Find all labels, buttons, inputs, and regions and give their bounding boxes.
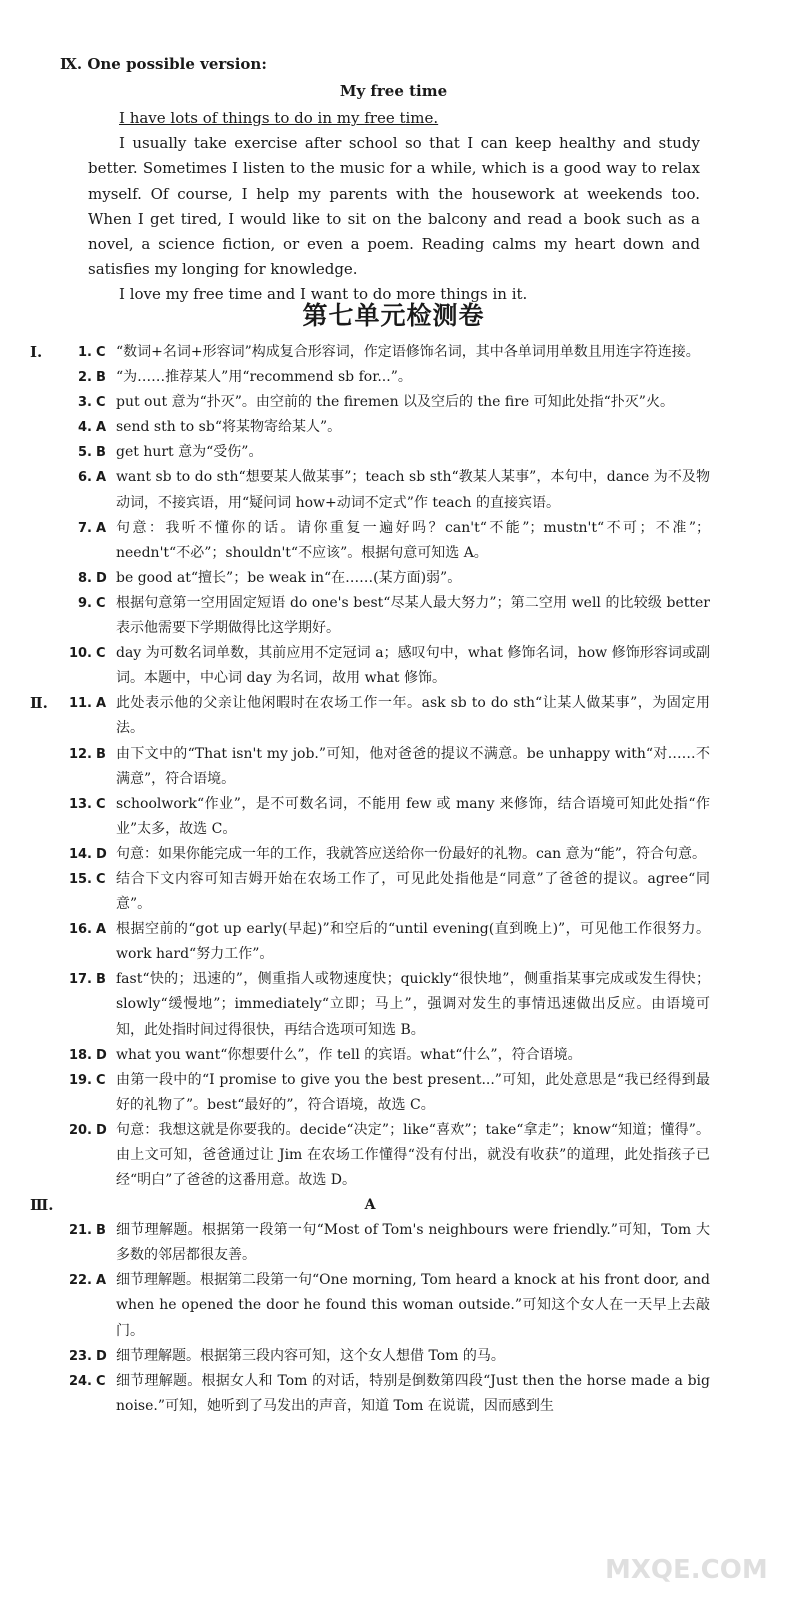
answer-item bbox=[30, 440, 710, 465]
answer-item bbox=[30, 390, 710, 415]
essay-paragraph: I have lots of things to do in my free time. bbox=[119, 109, 439, 127]
watermark-logo-icon bbox=[599, 1522, 769, 1592]
question-number: 20. bbox=[68, 1122, 92, 1138]
answer-letter: C bbox=[96, 646, 106, 662]
answer-item bbox=[30, 566, 710, 591]
question-number: 13. bbox=[68, 796, 92, 812]
question-number: 24. bbox=[68, 1373, 92, 1389]
question-number: 2. bbox=[78, 370, 92, 386]
explanation-text: 句意：我听不懂你的话。请你重复一遍好吗？can't“不能”；mustn't“不可；不准”；needn't“不必”；shouldn't“不应该”。根据句意可知选 A。 bbox=[116, 519, 710, 561]
explanation-text: 细节理解题。根据第一段第一句“Most of Tom's neighbours were friendly.”可知，Tom 大多数的邻居都很友善。 bbox=[116, 1222, 710, 1264]
question-number: 6. bbox=[78, 470, 92, 486]
passage-label: A bbox=[364, 1197, 376, 1214]
explanation-text: put out 意为“扑灭”。由空前的 the firemen 以及空后的 the fire 可知此处指“扑灭”火。 bbox=[116, 394, 674, 411]
question-number: 21. bbox=[68, 1223, 92, 1239]
answer-letter: C bbox=[96, 395, 106, 411]
answer-item bbox=[30, 340, 710, 365]
answer-letter: D bbox=[96, 1122, 107, 1138]
essay-paragraph: I love my free time and I want to do more things in it. bbox=[119, 285, 528, 304]
explanation-text: 由下文中的“That isn't my job.”可知，他对爸爸的提议不满意。be unhappy with“对……不满意”，符合语境。 bbox=[116, 745, 710, 787]
section-9-heading: Ⅸ. One possible version: bbox=[60, 55, 267, 73]
explanation-text: 此处表示他的父亲让他闲暇时在农场工作一年。ask sb to do sth“让某人做某事”，为固定用法。 bbox=[116, 695, 710, 737]
explanation-text: 细节理解题。根据女人和 Tom 的对话，特别是倒数第四段“Just then the horse made a big noise.”可知，她听到了马发出的声音，知道 Tom 在说谎，因而感到生 bbox=[116, 1372, 710, 1414]
answer-letter: D bbox=[96, 1348, 107, 1364]
answer-letter: B bbox=[96, 746, 106, 762]
essay-title: My free time bbox=[339, 82, 448, 100]
answer-letter: A bbox=[96, 1273, 107, 1289]
explanation-text: 句意：如果你能完成一年的工作，我就答应送给你一份最好的礼物。can 意为“能”，符合句意。 bbox=[116, 845, 706, 862]
explanation-text: 根据空前的“got up early(早起)”和空后的“until evening(直到晚上)”，可见他工作很努力。work hard“努力工作”。 bbox=[116, 921, 710, 963]
explanation-text: 由第一段中的“I promise to give you the best present...”可知，此处意思是“我已经得到最好的礼物了”。best“最好的”，符合语境，故选 C。 bbox=[116, 1071, 710, 1113]
answer-letter: B bbox=[96, 445, 106, 461]
question-number: 22. bbox=[68, 1273, 92, 1289]
essay-body bbox=[88, 106, 700, 308]
explanation-text: “为……推荐某人”用“recommend sb for...”。 bbox=[116, 369, 412, 386]
question-number: 10. bbox=[68, 646, 92, 662]
answer-item bbox=[30, 1369, 710, 1419]
answer-item bbox=[30, 1344, 710, 1369]
explanation-text: 根据句意第一空用固定短语 do one's best“尽某人最大努力”；第二空用 well 的比较级 better 表示他需要下学期做得比这学期好。 bbox=[116, 594, 710, 637]
explanation-text: what you want“你想要什么”，作 tell 的宾语。what“什么”，符合语境。 bbox=[116, 1046, 582, 1063]
explanation-text: “数词+名词+形容词”构成复合形容词，作定语修饰名词，其中各单词用单数且用连字符连接。 bbox=[116, 344, 700, 360]
question-number: 3. bbox=[78, 395, 92, 411]
answer-letter: D bbox=[96, 1047, 107, 1063]
answer-item bbox=[30, 415, 710, 440]
unit-title: 第七单元检测卷 bbox=[302, 301, 485, 330]
answer-item bbox=[30, 1118, 710, 1193]
answer-letter: D bbox=[96, 846, 107, 862]
question-number: 16. bbox=[68, 922, 92, 938]
answer-item bbox=[30, 591, 710, 641]
explanation-text: fast“快的；迅速的”，侧重指人或物速度快；quickly“很快地”，侧重指某事完成或发生得快；slowly“缓慢地”；immediately“立即；马上”，强调对发生的事情迅速做出反应。由语境可知，此处指时间过得很快，再结合选项可知选 B。 bbox=[116, 971, 710, 1038]
answer-item bbox=[30, 917, 710, 967]
answer-item bbox=[30, 867, 710, 917]
question-number: 1. bbox=[78, 345, 92, 360]
answer-letter: C bbox=[96, 871, 106, 887]
question-number: 11. bbox=[68, 696, 92, 712]
explanation-text: get hurt 意为“受伤”。 bbox=[116, 444, 263, 461]
answer-letter: C bbox=[96, 345, 106, 360]
explanation-text: be good at“擅长”；be weak in“在……(某方面)弱”。 bbox=[116, 569, 462, 586]
explanation-text: schoolwork“作业”，是不可数名词，不能用 few 或 many 来修饰，结合语境可知此处指“作业”太多，故选 C。 bbox=[116, 795, 710, 837]
question-number: 15. bbox=[68, 871, 92, 887]
answer-letter: A bbox=[96, 696, 107, 712]
question-number: 23. bbox=[68, 1348, 92, 1364]
explanation-text: 细节理解题。根据第二段第一句“One morning, Tom heard a knock at his front door, and when he opened the door he found this woman outside.”可知这个女人在一天早上去敲门。 bbox=[116, 1272, 710, 1339]
answer-item bbox=[30, 1068, 710, 1118]
section-label: Ⅱ. bbox=[30, 694, 48, 713]
answer-letter: C bbox=[96, 796, 106, 812]
question-number: 17. bbox=[68, 972, 92, 988]
section-label: Ⅰ. bbox=[30, 343, 43, 361]
answer-letter: D bbox=[96, 570, 107, 586]
section-label: Ⅲ. bbox=[30, 1196, 54, 1215]
question-number: 8. bbox=[78, 570, 92, 586]
explanation-text: day 为可数名词单数，其前应用不定冠词 a；感叹句中，what 修饰名词，how 修饰形容词或副词。本题中，中心词 day 为名词，故用 what 修饰。 bbox=[116, 645, 710, 687]
answer-letter: B bbox=[96, 1223, 106, 1239]
explanation-text: send sth to sb“将某物寄给某人”。 bbox=[116, 419, 342, 436]
answer-item bbox=[30, 641, 710, 691]
answer-item bbox=[30, 967, 710, 1042]
answer-item bbox=[30, 1218, 710, 1268]
watermark-text: MXQE.COM bbox=[605, 1555, 768, 1585]
answer-item bbox=[30, 1043, 710, 1068]
answer-letter: A bbox=[96, 420, 107, 436]
question-number: 12. bbox=[68, 746, 92, 762]
answer-item bbox=[30, 792, 710, 842]
answer-item bbox=[30, 1193, 710, 1218]
answer-letter: C bbox=[96, 1072, 106, 1088]
answer-letter: A bbox=[96, 922, 107, 938]
answer-item bbox=[30, 465, 710, 515]
answer-letter: C bbox=[96, 1373, 106, 1389]
question-number: 19. bbox=[68, 1072, 92, 1088]
question-number: 9. bbox=[78, 595, 92, 611]
answer-letter: B bbox=[96, 370, 106, 386]
question-number: 18. bbox=[68, 1047, 92, 1063]
answer-item bbox=[30, 365, 710, 390]
explanation-text: 句意：我想这就是你要我的。decide“决定”；like“喜欢”；take“拿走”；know“知道；懂得”。由上文可知，爸爸通过让 Jim 在农场工作懂得“没有付出，就没有收获”的道理，此处指孩子已经“明白”了爸爸的这番用意。故选 D。 bbox=[116, 1121, 710, 1189]
question-number: 4. bbox=[78, 420, 92, 436]
answer-item bbox=[30, 842, 710, 867]
answer-letter: C bbox=[96, 595, 106, 611]
question-number: 7. bbox=[78, 520, 92, 536]
explanation-text: want sb to do sth“想要某人做某事”；teach sb sth“教某人某事”，本句中，dance 为不及物动词，不接宾语，用“疑问词 how+动词不定式”作 teach 的直接宾语。 bbox=[116, 469, 710, 511]
question-number: 14. bbox=[68, 846, 92, 862]
answer-item bbox=[30, 742, 710, 792]
essay-paragraph: I usually take exercise after school so that I can keep healthy and study better. Sometimes I listen to the music for a while, which is a good way to relax myself. Of course, I help my parents with the housework at weekends too. When I get tired, I would like to sit on the balcony and read a book such as a novel, a science fiction, or even a poem. Reading calms my heart down and satisfies my longing for knowledge. bbox=[88, 134, 700, 279]
answer-letter: A bbox=[96, 470, 107, 486]
answer-list bbox=[30, 340, 710, 1419]
answer-letter: A bbox=[96, 520, 107, 536]
answer-letter: B bbox=[96, 972, 106, 988]
question-number: 5. bbox=[78, 445, 92, 461]
answer-item bbox=[30, 691, 710, 741]
answer-item bbox=[30, 516, 710, 566]
explanation-text: 细节理解题。根据第三段内容可知，这个女人想借 Tom 的马。 bbox=[116, 1347, 505, 1364]
answer-item bbox=[30, 1268, 710, 1343]
explanation-text: 结合下文内容可知吉姆开始在农场工作了，可见此处指他是“同意”了爸爸的提议。agree“同意”。 bbox=[116, 870, 710, 913]
